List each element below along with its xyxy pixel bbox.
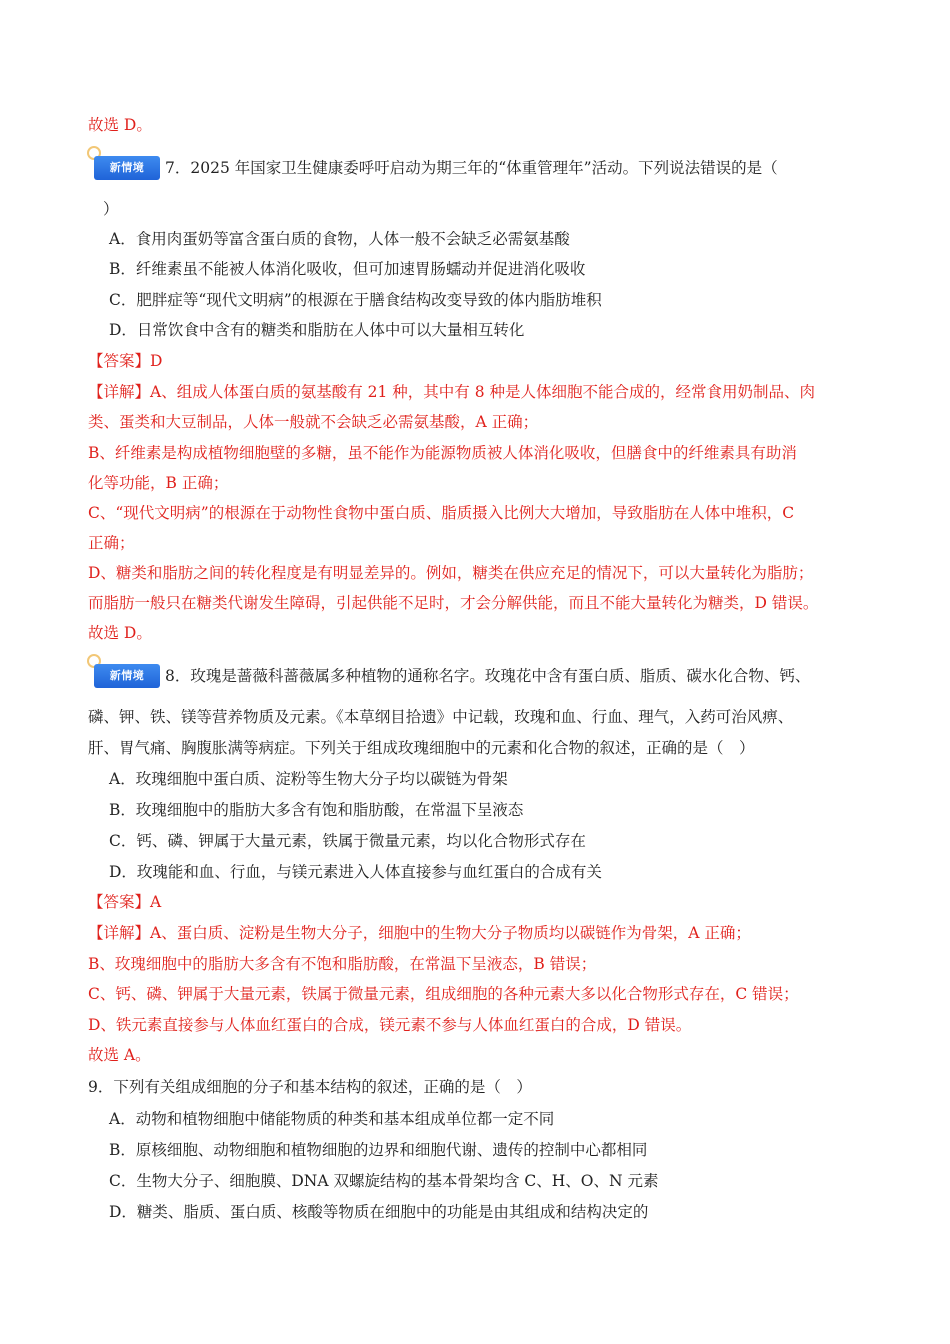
q7-option-c: C．肥胖症等“现代文明病”的根源在于膳食结构改变导致的体内脂肪堆积: [109, 291, 602, 309]
q7-option-d: D．日常饮食中含有的糖类和脂肪在人体中可以大量相互转化: [109, 321, 525, 339]
q8-option-a: A．玫瑰细胞中蛋白质、淀粉等生物大分子均以碳链为骨架: [109, 770, 508, 788]
q7-detail-line: 而脂肪一般只在糖类代谢发生障碍，引起供能不足时，才会分解供能，而且不能大量转化为糖类，D 错误。: [88, 594, 819, 612]
q8-answer: 【答案】A: [88, 893, 162, 911]
q7-stem-line2: ）: [103, 200, 119, 218]
q8-stem-line3: 肝、胃气痛、胸腹胀满等病症。下列关于组成玫瑰细胞中的元素和化合物的叙述，正确的是（ ）: [88, 739, 755, 757]
q7-option-a: A．食用肉蛋奶等富含蛋白质的食物，人体一般不会缺乏必需氨基酸: [109, 230, 570, 248]
q8-option-d: D．玫瑰能和血、行血，与镁元素进入人体直接参与血红蛋白的合成有关: [109, 863, 602, 881]
q8-detail-line: D、铁元素直接参与人体血红蛋白的合成，镁元素不参与人体血红蛋白的合成，D 错误。: [88, 1016, 692, 1034]
q8-stem-line2: 磷、钾、铁、镁等营养物质及元素。《本草纲目拾遗》中记载，玫瑰和血、行血、理气，入药可治风痹、: [88, 708, 794, 726]
q7-detail-line: 化等功能，B 正确；: [88, 474, 229, 492]
q7-detail-line: D、糖类和脂肪之间的转化程度是有明显差异的。例如，糖类在供应充足的情况下，可以大量转化为脂肪；: [88, 564, 814, 582]
q8-detail-line: B、玫瑰细胞中的脂肪大多含有不饱和脂肪酸，在常温下呈液态，B 错误；: [88, 955, 597, 973]
q8-detail-line: 【详解】A、蛋白质、淀粉是生物大分子，细胞中的生物大分子物质均以碳链作为骨架，A 正确；: [88, 924, 751, 942]
badge-label: 新情境: [94, 664, 160, 688]
q7-detail-line: B、纤维素是构成植物细胞壁的多糖，虽不能作为能源物质被人体消化吸收，但膳食中的纤维素具有助消: [88, 444, 797, 462]
new-context-badge: [94, 152, 160, 182]
q9-stem: 9．下列有关组成细胞的分子和基本结构的叙述，正确的是（ ）: [88, 1078, 532, 1096]
q8-detail-line: C、钙、磷、钾属于大量元素，铁属于微量元素，组成细胞的各种元素大多以化合物形式存在，C 错误；: [88, 985, 799, 1003]
q8-option-c: C．钙、磷、钾属于大量元素，铁属于微量元素，均以化合物形式存在: [109, 832, 586, 850]
q8-stem-line1: 8．玫瑰是蔷薇科蔷薇属多种植物的通称名字。玫瑰花中含有蛋白质、脂质、碳水化合物、钙、: [165, 667, 811, 685]
q7-detail-line: C、“现代文明病”的根源在于动物性食物中蛋白质、脂质摄入比例大大增加，导致脂肪在人体中堆积，C: [88, 504, 795, 522]
q7-detail-line: 【详解】A、组成人体蛋白质的氨基酸有 21 种，其中有 8 种是人体细胞不能合成的，经常食用奶制品、肉: [88, 383, 815, 401]
q9-option-d: D．糖类、脂质、蛋白质、核酸等物质在细胞中的功能是由其组成和结构决定的: [109, 1203, 649, 1221]
q7-stem-line1: 7．2025 年国家卫生健康委呼吁启动为期三年的“体重管理年”活动。下列说法错误的是（: [165, 159, 778, 177]
q7-detail-line: 类、蛋类和大豆制品，人体一般就不会缺乏必需氨基酸，A 正确；: [88, 413, 539, 431]
q9-option-c: C．生物大分子、细胞膜、DNA 双螺旋结构的基本骨架均含 C、H、O、N 元素: [109, 1172, 659, 1190]
q7-option-b: B．纤维素虽不能被人体消化吸收，但可加速胃肠蠕动并促进消化吸收: [109, 260, 586, 278]
q7-conclusion: 故选 D。: [88, 624, 152, 642]
q9-option-b: B．原核细胞、动物细胞和植物细胞的边界和细胞代谢、遗传的控制中心都相同: [109, 1141, 648, 1159]
new-context-badge: [94, 660, 160, 690]
q8-conclusion: 故选 A。: [88, 1046, 151, 1064]
q9-option-a: A．动物和植物细胞中储能物质的种类和基本组成单位都一定不同: [109, 1110, 555, 1128]
prev-conclusion: 故选 D。: [88, 116, 152, 134]
badge-label: 新情境: [94, 156, 160, 180]
q8-option-b: B．玫瑰细胞中的脂肪大多含有饱和脂肪酸，在常温下呈液态: [109, 801, 524, 819]
q7-detail-line: 正确；: [88, 534, 135, 552]
q7-answer: 【答案】D: [88, 352, 163, 370]
